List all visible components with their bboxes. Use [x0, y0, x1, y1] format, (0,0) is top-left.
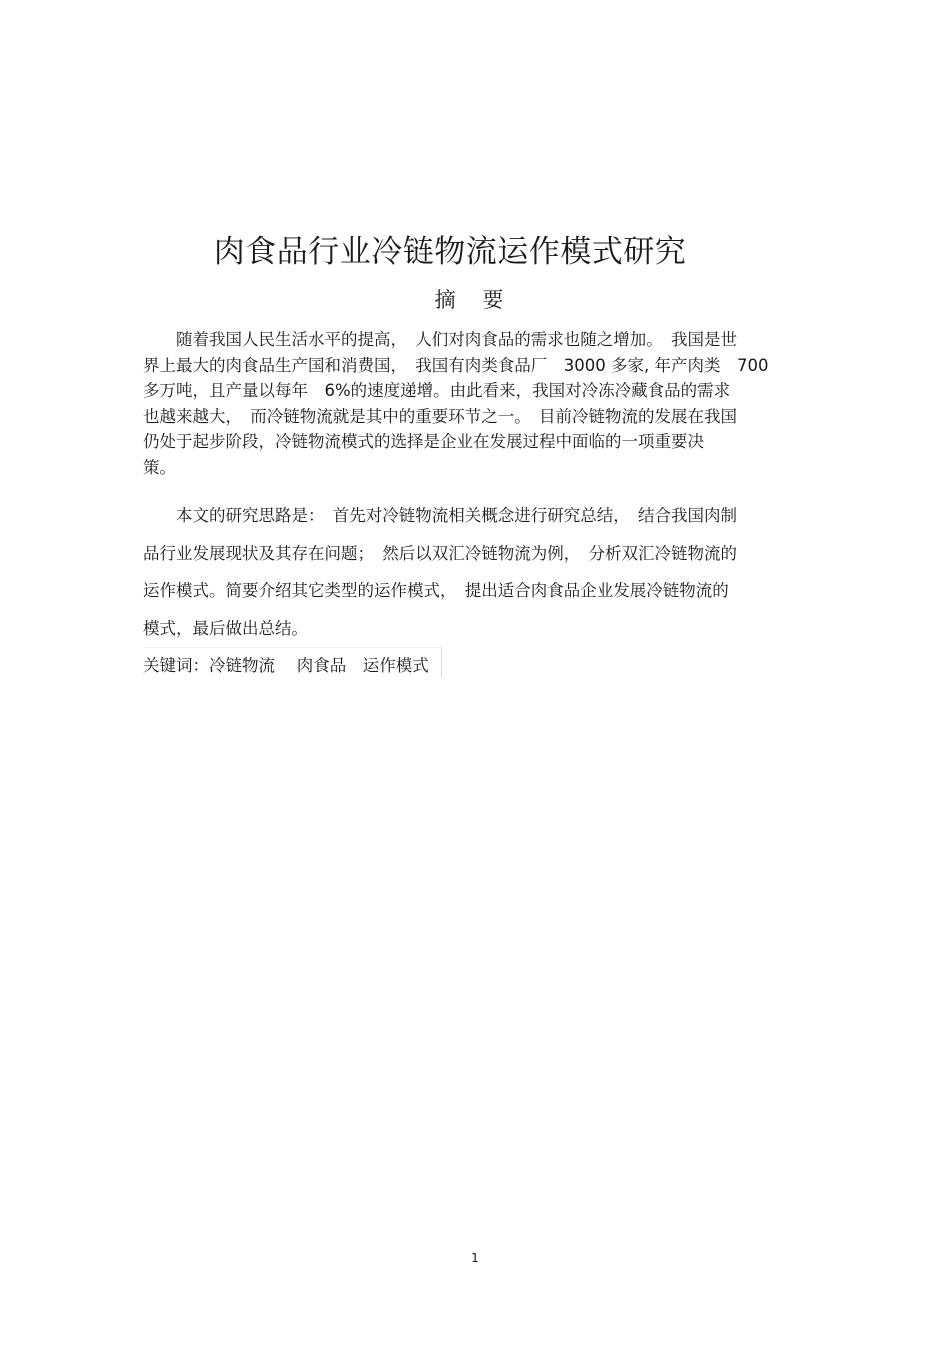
paragraph-line: 策。 — [143, 457, 176, 477]
paragraph-line: 运作模式。简要介绍其它类型的运作模式， 提出适合肉食品企业发展冷链物流的 — [143, 581, 729, 600]
paragraph-line: 本文的研究思路是： 首先对冷链物流相关概念进行研究总结， 结合我国肉制 — [143, 506, 737, 525]
paragraph-line: 模式，最后做出总结。 — [143, 618, 308, 638]
abstract-heading: 摘 要 — [434, 288, 514, 312]
abstract-paragraph-1 — [143, 327, 808, 480]
paragraph-line: 品行业发展现状及其存在问题； 然后以双汇冷链物流为例， 分析双汇冷链物流的 — [143, 543, 737, 563]
abstract-paragraph-2 — [143, 502, 808, 652]
paragraph-line: 也越来越大， 而冷链物流就是其中的重要环节之一。 目前冷链物流的发展在我国 — [143, 406, 737, 426]
paragraph-line: 界上最大的肉食品生产国和消费国， 我国有肉类食品厂 3000 多家, 年产肉类 700 — [143, 355, 769, 375]
page-number: 1 — [471, 1251, 479, 1265]
keywords-line: 关键词：冷链物流 肉食品 运作模式 — [143, 647, 442, 678]
document-title: 肉食品行业冷链物流运作模式研究 — [213, 234, 687, 270]
paragraph-line: 仍处于起步阶段，冷链物流模式的选择是企业在发展过程中面临的一项重要决 — [143, 432, 704, 451]
paragraph-line: 随着我国人民生活水平的提高， 人们对肉食品的需求也随之增加。 我国是世 — [143, 330, 737, 349]
paragraph-line: 多万吨，且产量以每年 6%的速度递增。由此看来，我国对冷冻冷藏食品的需求 — [143, 381, 731, 400]
